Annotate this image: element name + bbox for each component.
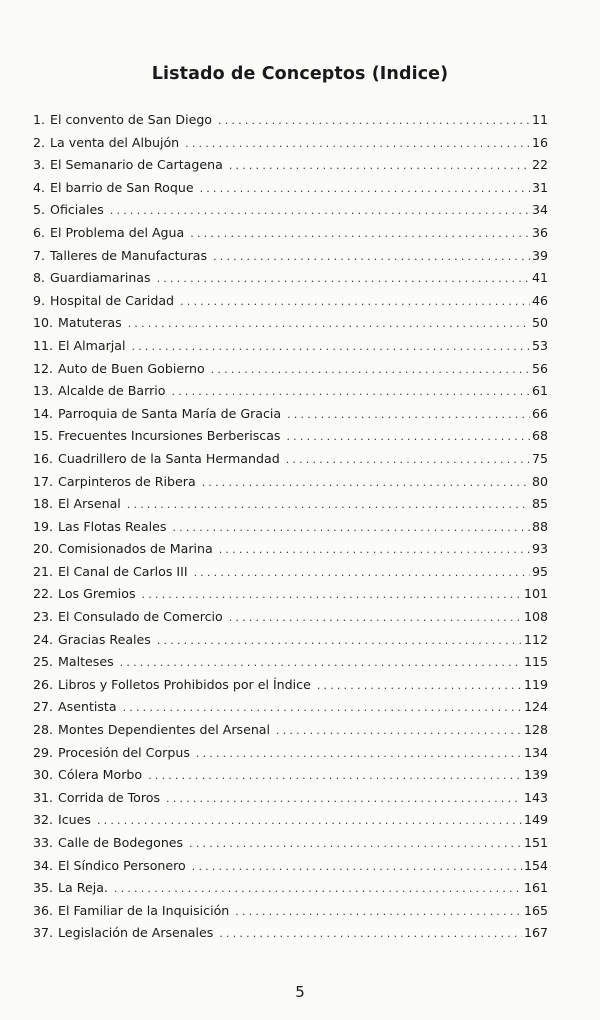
toc-entry-number: 18. (33, 496, 54, 512)
dot-leader (142, 588, 522, 601)
toc-entry (33, 586, 548, 609)
dot-leader (120, 656, 522, 669)
toc-entry-number: 6. (33, 224, 46, 240)
toc-entry-title: Montes Dependientes del Arsenal (58, 722, 271, 738)
toc-entry-page: 95 (531, 563, 548, 579)
toc-entry-page: 50 (531, 315, 548, 331)
toc-entry (33, 406, 548, 429)
toc-entry-title: La Reja. (58, 880, 108, 896)
toc-entry (33, 225, 548, 248)
dot-leader (235, 905, 522, 918)
dot-leader (171, 385, 529, 398)
toc-entry-page: 66 (531, 405, 548, 421)
toc-entry-title: Icues (58, 812, 91, 828)
toc-entry-page: 11 (531, 112, 548, 127)
toc-entry (33, 677, 548, 700)
toc-entry-page: 53 (531, 337, 548, 353)
toc-entry (33, 496, 548, 519)
toc-entry (33, 135, 548, 158)
toc-entry (33, 903, 548, 926)
toc-entry (33, 541, 548, 564)
toc-entry-page: 34 (531, 202, 548, 218)
toc-entry-number: 37. (33, 925, 54, 941)
dot-leader (219, 927, 522, 940)
toc-entry-title: Procesión del Corpus (58, 744, 190, 760)
toc-entry (33, 361, 548, 384)
toc-entry-title: Hospital de Caridad (50, 292, 175, 308)
toc-entry-page: 56 (531, 360, 548, 376)
toc-entry-title: Cuadrillero de la Santa Hermandad (58, 450, 280, 466)
dot-leader (202, 476, 530, 489)
toc-entry (33, 745, 548, 768)
toc-entry-number: 35. (33, 880, 54, 896)
toc-entry-title: Corrida de Toros (58, 789, 161, 805)
page-number: 5 (295, 983, 305, 1001)
toc-entry (33, 699, 548, 722)
toc-entry-number: 3. (33, 157, 46, 173)
toc-entry (33, 293, 548, 316)
toc-entry-title: El Arsenal (58, 496, 121, 512)
toc-entry-number: 27. (33, 699, 54, 715)
page-title: Listado de Conceptos (Indice) (151, 64, 449, 84)
toc-entry-number: 23. (33, 609, 54, 625)
toc-entry-number: 22. (33, 586, 54, 602)
toc-entry-number: 34. (33, 857, 54, 873)
toc-entry-title: La venta del Albujón (50, 134, 180, 150)
toc-entry-page: 149 (523, 812, 548, 828)
toc-entry-page: 161 (523, 880, 548, 896)
toc-entry (33, 564, 548, 587)
toc-entry-title: El Almarjal (58, 337, 126, 353)
toc-entry-page: 115 (523, 654, 548, 670)
dot-leader (123, 701, 522, 714)
dot-leader (190, 227, 530, 240)
toc-entry-number: 19. (33, 518, 54, 534)
toc-entry-page: 165 (523, 902, 548, 918)
toc-entry-title: El barrio de San Roque (50, 179, 194, 195)
dot-leader (317, 679, 522, 692)
toc-entry (33, 925, 548, 948)
dot-leader (219, 543, 530, 556)
dot-leader (157, 272, 530, 285)
toc-entry-title: Los Gremios (58, 586, 136, 602)
toc-entry-title: Libros y Folletos Prohibidos por el Índice (58, 676, 311, 692)
toc-entry (33, 519, 548, 542)
dot-leader (196, 747, 522, 760)
toc-entry-number: 2. (33, 134, 46, 150)
toc-entry-page: 167 (523, 925, 548, 941)
dot-leader (211, 363, 530, 376)
toc-entry-page: 41 (531, 270, 548, 286)
dot-leader (213, 250, 530, 263)
toc-entry-title: Auto de Buen Gobierno (58, 360, 205, 376)
toc-entry-number: 24. (33, 631, 54, 647)
dot-leader (229, 611, 522, 624)
toc-entry-page: 119 (523, 676, 548, 692)
toc-entry-number: 33. (33, 835, 54, 850)
dot-leader (192, 860, 522, 873)
toc-entry (33, 315, 548, 338)
toc-entry-page: 151 (523, 835, 548, 850)
toc-entry (33, 835, 548, 858)
toc-entry-title: Oficiales (50, 202, 104, 218)
dot-leader (189, 837, 522, 850)
toc-entry-page: 61 (531, 383, 548, 399)
toc-entry-page: 75 (531, 450, 548, 466)
toc-entry-number: 1. (33, 112, 46, 127)
toc-entry (33, 609, 548, 632)
dot-leader (127, 498, 530, 511)
toc-entry-number: 11. (33, 337, 54, 353)
dot-leader (229, 159, 530, 172)
toc-entry-title: El Síndico Personero (58, 857, 186, 873)
table-of-contents (33, 112, 548, 948)
toc-entry-title: Talleres de Manufacturas (50, 247, 208, 263)
toc-entry-number: 31. (33, 789, 54, 805)
dot-leader (172, 521, 530, 534)
toc-entry (33, 812, 548, 835)
toc-entry-title: Cólera Morbo (58, 767, 143, 783)
toc-entry-title: Las Flotas Reales (58, 518, 167, 534)
toc-entry-title: El Problema del Agua (50, 224, 185, 240)
dot-leader (180, 295, 530, 308)
toc-entry-number: 10. (33, 315, 54, 331)
toc-entry-page: 143 (523, 789, 548, 805)
toc-entry-number: 30. (33, 767, 54, 783)
toc-entry-page: 31 (531, 179, 548, 195)
toc-entry-title: Asentista (58, 699, 117, 715)
toc-entry-page: 154 (523, 857, 548, 873)
toc-entry (33, 338, 548, 361)
dot-leader (97, 814, 522, 827)
toc-entry-page: 139 (523, 767, 548, 783)
toc-entry-title: Gracias Reales (58, 631, 151, 647)
toc-entry-number: 8. (33, 270, 46, 286)
toc-entry-number: 25. (33, 654, 54, 670)
toc-entry (33, 202, 548, 225)
toc-entry-number: 32. (33, 812, 54, 828)
toc-entry-title: Guardiamarinas (50, 270, 151, 286)
toc-entry-title: Matuteras (58, 315, 122, 331)
toc-entry-page: 124 (523, 699, 548, 715)
toc-entry-title: Alcalde de Barrio (58, 383, 166, 399)
dot-leader (185, 137, 530, 150)
toc-entry-title: Calle de Bodegones (58, 835, 184, 850)
dot-leader (194, 566, 530, 579)
dot-leader (128, 317, 530, 330)
toc-entry (33, 112, 548, 135)
toc-entry (33, 858, 548, 881)
toc-entry (33, 157, 548, 180)
toc-entry-page: 39 (531, 247, 548, 263)
toc-entry (33, 790, 548, 813)
toc-entry (33, 428, 548, 451)
toc-entry-number: 29. (33, 744, 54, 760)
toc-entry-number: 9. (33, 292, 46, 308)
dot-leader (131, 340, 529, 353)
dot-leader (166, 792, 522, 805)
toc-entry-number: 20. (33, 541, 54, 557)
toc-entry (33, 270, 548, 293)
dot-leader (276, 724, 522, 737)
toc-entry-number: 4. (33, 179, 46, 195)
toc-entry-title: Frecuentes Incursiones Berberiscas (58, 428, 281, 444)
toc-entry-page: 80 (531, 473, 548, 489)
toc-entry-page: 101 (523, 586, 548, 602)
toc-entry-number: 36. (33, 902, 54, 918)
toc-entry (33, 654, 548, 677)
toc-entry-page: 22 (531, 157, 548, 173)
toc-entry (33, 880, 548, 903)
toc-entry-page: 108 (523, 609, 548, 625)
toc-entry-title: El convento de San Diego (50, 112, 213, 127)
toc-entry (33, 383, 548, 406)
dot-leader (287, 408, 530, 421)
dot-leader (200, 182, 530, 195)
toc-entry-page: 93 (531, 541, 548, 557)
toc-entry-title: Parroquia de Santa María de Gracia (58, 405, 282, 421)
toc-entry-number: 17. (33, 473, 54, 489)
toc-entry-title: Legislación de Arsenales (58, 925, 214, 941)
toc-entry (33, 474, 548, 497)
toc-entry-number: 16. (33, 450, 54, 466)
toc-entry-page: 16 (531, 134, 548, 150)
toc-entry (33, 451, 548, 474)
dot-leader (218, 114, 530, 127)
toc-entry (33, 180, 548, 203)
dot-leader (286, 430, 529, 443)
toc-entry-number: 13. (33, 383, 54, 399)
toc-entry (33, 767, 548, 790)
dot-leader (148, 769, 522, 782)
toc-entry-number: 12. (33, 360, 54, 376)
toc-entry-title: El Semanario de Cartagena (50, 157, 223, 173)
toc-entry-title: Carpinteros de Ribera (58, 473, 196, 489)
toc-entry-page: 68 (531, 428, 548, 444)
toc-entry-page: 88 (531, 518, 548, 534)
toc-entry-page: 85 (531, 496, 548, 512)
toc-entry-page: 36 (531, 224, 548, 240)
toc-entry-page: 128 (523, 722, 548, 738)
toc-entry (33, 248, 548, 271)
toc-entry-title: El Canal de Carlos III (58, 563, 188, 579)
dot-leader (286, 453, 530, 466)
toc-entry (33, 722, 548, 745)
toc-entry-page: 46 (531, 292, 548, 308)
dot-leader (114, 882, 522, 895)
toc-entry-number: 5. (33, 202, 46, 218)
toc-entry-number: 26. (33, 676, 54, 692)
toc-entry-number: 15. (33, 428, 54, 444)
toc-entry-number: 14. (33, 405, 54, 421)
dot-leader (157, 634, 522, 647)
toc-entry-title: Comisionados de Marina (58, 541, 213, 557)
dot-leader (110, 204, 530, 217)
toc-entry-title: Malteses (58, 654, 114, 670)
toc-entry (33, 632, 548, 655)
toc-entry-title: El Familiar de la Inquisición (58, 902, 230, 918)
toc-entry-title: El Consulado de Comercio (58, 609, 223, 625)
toc-entry-number: 28. (33, 722, 54, 738)
toc-entry-page: 134 (523, 744, 548, 760)
toc-entry-page: 112 (523, 631, 548, 647)
toc-entry-number: 21. (33, 563, 54, 579)
toc-entry-number: 7. (33, 247, 46, 263)
